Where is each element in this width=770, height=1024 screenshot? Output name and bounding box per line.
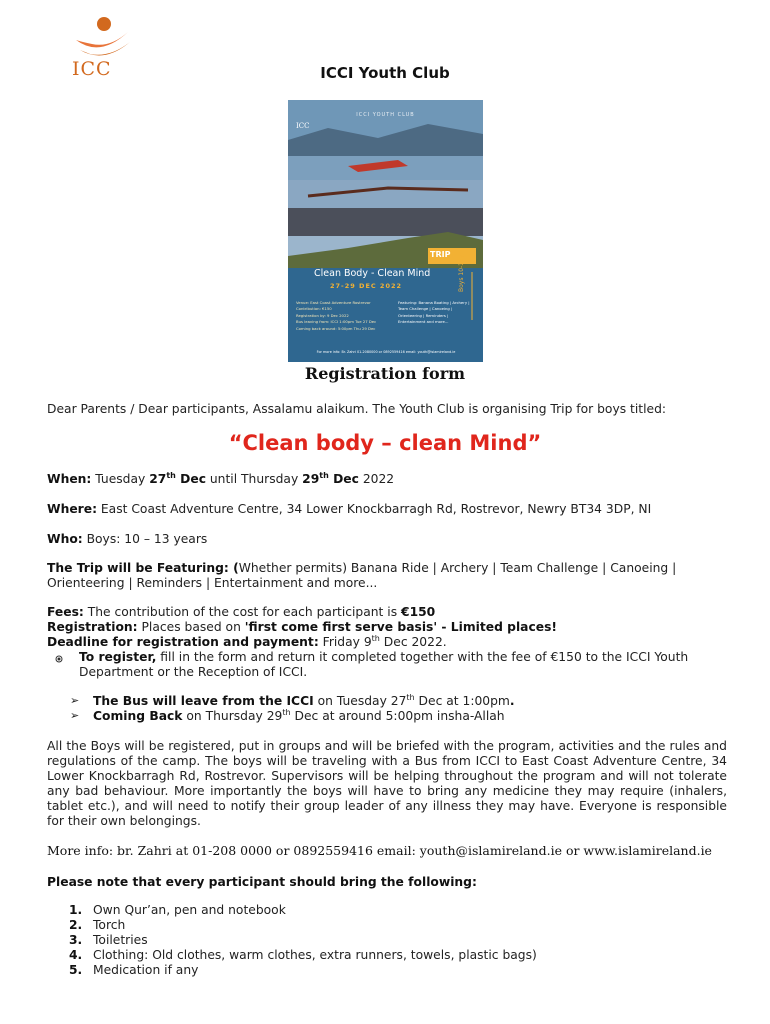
back-label: Coming Back bbox=[93, 709, 183, 723]
arrow-bullet-icon: ➢ bbox=[70, 694, 80, 707]
deadline-value: Friday 9 bbox=[318, 635, 372, 649]
to-register-label: To register, bbox=[79, 650, 157, 664]
poster-logo-text: ICC bbox=[296, 122, 310, 130]
featuring-label: The Trip will be Featuring: ( bbox=[47, 561, 239, 575]
bring-list bbox=[69, 903, 729, 978]
more-info: More info: br. Zahri at 01-208 0000 or 0892559416 email: youth@islamireland.ie or www.islamireland.ie bbox=[47, 843, 712, 858]
where-row bbox=[47, 502, 727, 517]
fees-row bbox=[47, 605, 727, 620]
fees-value: The contribution of the cost for each participant is bbox=[83, 605, 402, 619]
when-pre: Tuesday bbox=[91, 472, 150, 486]
list-text: Clothing: Old clothes, warm clothes, extra runners, towels, plastic bags) bbox=[93, 948, 537, 962]
when-mid: until Thursday bbox=[205, 472, 303, 486]
bus-label: The Bus will leave from the ICCI bbox=[93, 694, 314, 708]
list-item bbox=[69, 963, 729, 978]
when-day2: 29 bbox=[302, 472, 320, 486]
crescent-figure-icon bbox=[70, 14, 134, 60]
list-text: Medication if any bbox=[93, 963, 199, 977]
list-item bbox=[69, 903, 729, 918]
bullet-icon bbox=[55, 652, 63, 666]
trip-title: “Clean body – clean Mind” bbox=[228, 431, 542, 455]
featuring-row bbox=[47, 561, 727, 591]
registration-form-title: Registration form bbox=[304, 364, 466, 383]
when-day1: 27 bbox=[149, 472, 167, 486]
poster-trip-label: TRIP bbox=[430, 250, 451, 259]
list-item bbox=[69, 933, 729, 948]
poster-dates: 27-29 DEC 2022 bbox=[330, 282, 403, 290]
bus-sup: th bbox=[406, 692, 415, 702]
who-row bbox=[47, 532, 727, 547]
bring-note: Please note that every participant should bring the following: bbox=[47, 875, 477, 889]
bus-dot: . bbox=[509, 694, 515, 708]
trip-poster bbox=[288, 100, 483, 362]
list-item bbox=[69, 948, 729, 963]
fees-label: Fees: bbox=[47, 605, 84, 619]
list-number: 1. bbox=[69, 903, 83, 917]
poster-details-right: Featuring: Banana Boating | Archery | Team Challenge | Canoeing | Orienteering | Reminders | Entertainment and more... bbox=[398, 300, 470, 325]
when-year: 2022 bbox=[358, 472, 395, 486]
fees-amount: €150 bbox=[401, 605, 436, 619]
registration-bold: 'first come first serve basis' - Limited places! bbox=[244, 620, 558, 634]
when-month1: Dec bbox=[175, 472, 206, 486]
list-number: 5. bbox=[69, 963, 83, 977]
deadline-sup: th bbox=[371, 633, 380, 643]
list-text: Torch bbox=[93, 918, 126, 932]
poster-tagline: Clean Body - Clean Mind bbox=[314, 268, 431, 279]
poster-side-label: Boys 10-13y bbox=[458, 254, 465, 292]
where-label: Where: bbox=[47, 502, 97, 516]
featuring-value: Whether permits) Banana Ride | Archery | Team Challenge | Canoeing | Orienteering | Reminders | Entertainment and more... bbox=[47, 561, 677, 590]
deadline-row bbox=[47, 635, 727, 650]
deadline-end: Dec 2022. bbox=[379, 635, 447, 649]
poster-top-label: ICCI YOUTH CLUB bbox=[356, 112, 415, 118]
when-label: When: bbox=[47, 472, 92, 486]
list-number: 2. bbox=[69, 918, 83, 932]
deadline-label: Deadline for registration and payment: bbox=[47, 635, 319, 649]
registration-label: Registration: bbox=[47, 620, 138, 634]
bus-row bbox=[93, 694, 733, 709]
poster-details-left: Venue: East Coast Adventure Rostrevor Contribution: €150 Registration by: 9 Dec 2022 Bus leaving from: ICCI 1:00pm Tue 27 Dec Coming back around: 5:00pm Thu 29 Dec bbox=[296, 300, 377, 331]
when-sup2: th bbox=[319, 470, 329, 480]
back-value: on Thursday 29 bbox=[182, 709, 283, 723]
page-title: ICCI Youth Club bbox=[320, 64, 450, 82]
bus-value: on Tuesday 27 bbox=[313, 694, 407, 708]
registration-row bbox=[47, 620, 727, 635]
intro-text: Dear Parents / Dear participants, Assalamu alaikum. The Youth Club is organising Trip for boys titled: bbox=[47, 402, 667, 416]
poster-footer: For more info: Br. Zahri 01-2080000 or 0892559416 email: youth@islamireland.ie bbox=[316, 350, 456, 354]
to-register-value: fill in the form and return it completed together with the fee of €150 to the ICCI Youth Department or the Reception of ICCI. bbox=[79, 650, 689, 679]
when-month2: Dec bbox=[328, 472, 359, 486]
registration-value: Places based on bbox=[137, 620, 245, 634]
when-row bbox=[47, 472, 727, 487]
back-end: Dec at around 5:00pm insha-Allah bbox=[290, 709, 505, 723]
who-label: Who: bbox=[47, 532, 83, 546]
arrow-bullet-icon: ➢ bbox=[70, 709, 80, 722]
list-number: 3. bbox=[69, 933, 83, 947]
back-row bbox=[93, 709, 733, 724]
info-paragraph: All the Boys will be registered, put in groups and will be briefed with the program, activities and the rules and regulations of the camp. The boys will be traveling with a Bus from ICCI to East Coast Adventure Centre, 34 Lower Knockbarragh Rd, Rostrevor. Supervisors will be helping throughout the program and will not tolerate any bad behaviour. More importantly the boys will have to bring any medicine they may require (inhalers, tablet etc.), and will need to notify their group leader of any illness they may have. Everyone is responsible for their own belongings. bbox=[47, 739, 727, 828]
bus-end: Dec at 1:00pm bbox=[414, 694, 510, 708]
where-value: East Coast Adventure Centre, 34 Lower Knockbarragh Rd, Rostrevor, Newry BT34 3DP, NI bbox=[96, 502, 652, 516]
who-value: Boys: 10 – 13 years bbox=[82, 532, 208, 546]
back-sup: th bbox=[282, 707, 291, 717]
list-text: Toiletries bbox=[93, 933, 148, 947]
to-register-row bbox=[79, 650, 729, 680]
when-sup1: th bbox=[166, 470, 176, 480]
list-item bbox=[69, 918, 729, 933]
logo-text: ICC bbox=[72, 58, 112, 80]
list-number: 4. bbox=[69, 948, 83, 962]
list-text: Own Qur’an, pen and notebook bbox=[93, 903, 286, 917]
